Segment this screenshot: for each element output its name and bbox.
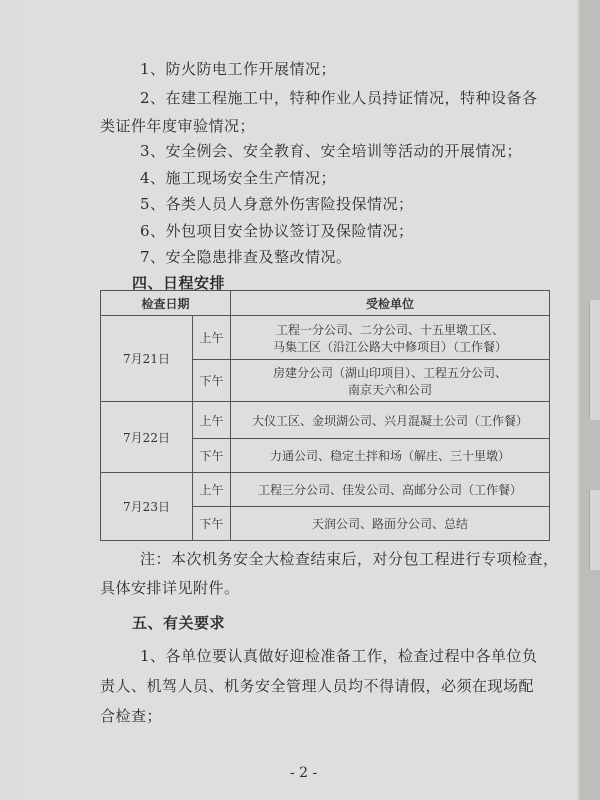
period-cell: 下午 (193, 439, 231, 473)
right-page-tab (589, 490, 600, 570)
period-cell: 上午 (193, 473, 231, 507)
date-cell: 7月22日 (101, 402, 193, 473)
units-cell (231, 360, 550, 402)
left-page-strip (0, 0, 23, 800)
units-cell: 工程三分公司、佳发公司、高邮分公司（工作餐） (231, 473, 550, 507)
units-line: 南京天六和公司 (347, 382, 432, 397)
item-3: 3、安全例会、安全教育、安全培训等活动的开展情况； (140, 142, 523, 160)
period-cell: 上午 (193, 316, 231, 360)
date-cell: 7月23日 (101, 473, 193, 541)
table-header-row (101, 291, 550, 316)
item-2-cont: 类证件年度审验情况； (100, 117, 256, 135)
units-cell: 力通公司、稳定土拌和场（解庄、三十里墩） (231, 439, 550, 473)
section-5-title: 五、有关要求 (132, 614, 226, 632)
table-row (101, 402, 550, 439)
document-page (22, 0, 578, 800)
table-row (101, 473, 550, 507)
units-line: 房建分公司（湖山印项目）、工程五分公司、 (272, 365, 507, 380)
item-6: 6、外包项目安全协议签订及保险情况； (140, 222, 414, 240)
period-cell: 下午 (193, 507, 231, 541)
units-cell (231, 316, 550, 360)
requirement-line-1: 1、各单位要认真做好迎检准备工作，检查过程中各单位负 (140, 647, 538, 665)
note-line-1: 注：本次机务安全大检查结束后，对分包工程进行专项检查， (140, 550, 559, 568)
units-line: 马集工区（沿江公路大中修项目）（工作餐） (272, 339, 507, 354)
item-1: 1、防火防电工作开展情况； (140, 60, 337, 78)
units-cell: 大仪工区、金坝湖公司、兴月混凝土公司（工作餐） (231, 402, 550, 439)
period-cell: 上午 (193, 402, 231, 439)
right-page-tab (589, 300, 600, 420)
item-2: 2、在建工程施工中，特种作业人员持证情况，特种设备各 (140, 89, 538, 107)
units-line: 工程一分公司、二分公司、十五里墩工区、 (275, 322, 504, 337)
table-row (101, 316, 550, 360)
requirement-line-2: 责人、机驾人员、机务安全管理人员均不得请假，必须在现场配 (100, 677, 535, 695)
item-4: 4、施工现场安全生产情况； (140, 169, 337, 187)
header-date: 检查日期 (101, 291, 231, 316)
note-line-2: 具体安排详见附件。 (100, 579, 240, 597)
item-7: 7、安全隐患排查及整改情况。 (140, 248, 352, 266)
schedule-table (100, 290, 550, 541)
header-units: 受检单位 (231, 291, 550, 316)
requirement-line-3: 合检查； (100, 707, 163, 725)
period-cell: 下午 (193, 360, 231, 402)
section-4-title: 四、日程安排 (132, 274, 226, 292)
item-5: 5、各类人员人身意外伤害险投保情况； (140, 195, 414, 213)
units-cell: 天润公司、路面分公司、总结 (231, 507, 550, 541)
date-cell: 7月21日 (101, 316, 193, 402)
page-number: - 2 - (290, 765, 318, 781)
